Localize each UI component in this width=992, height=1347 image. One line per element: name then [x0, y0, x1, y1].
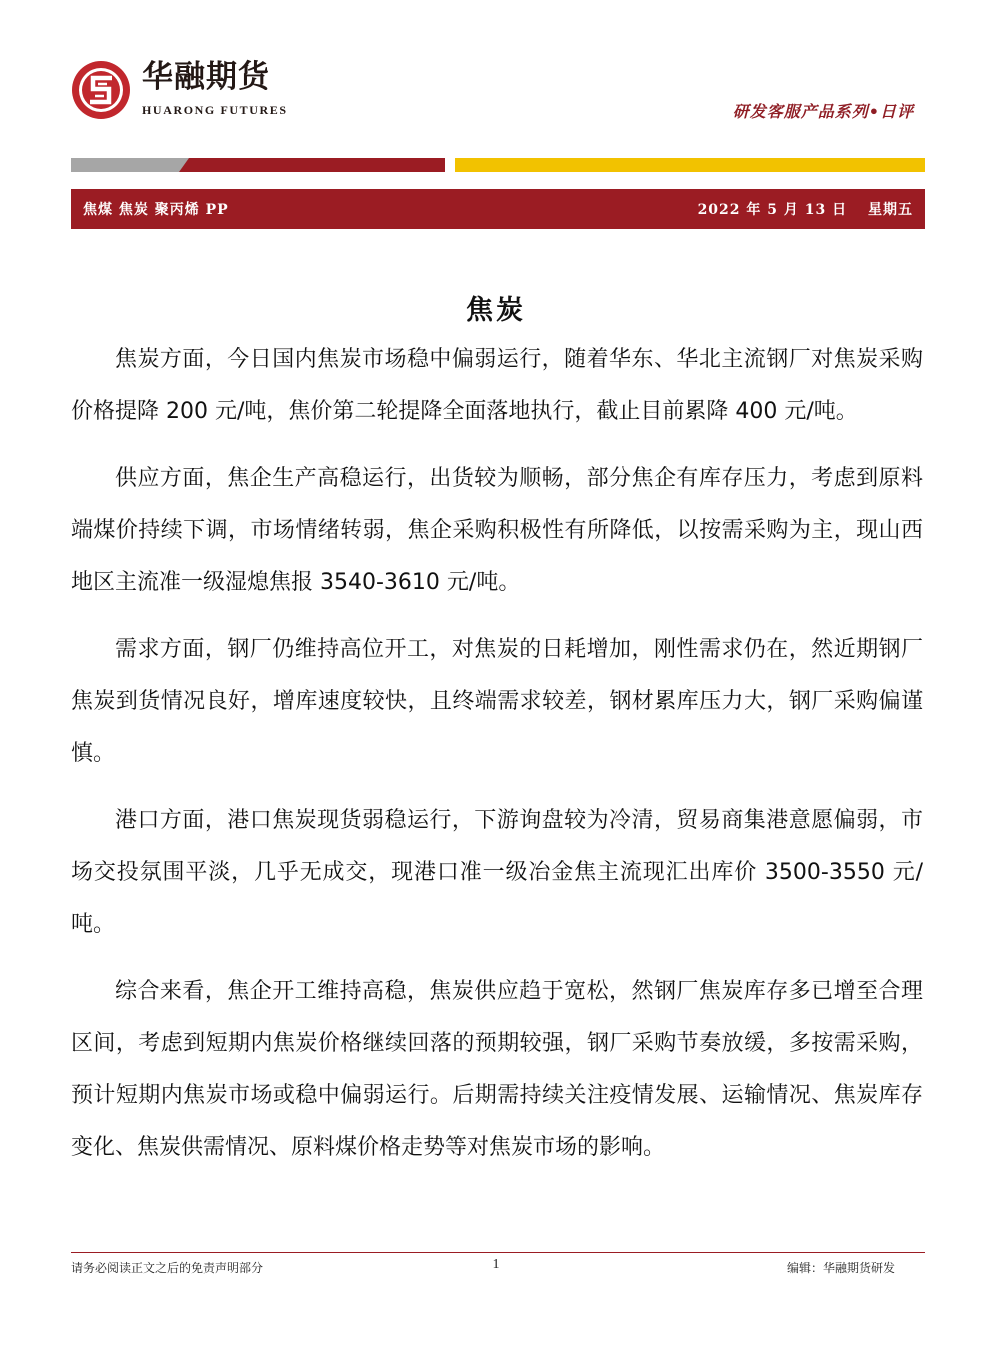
footer-editor: 编辑：华融期货研发 [786, 1261, 895, 1275]
paragraph-demand: 需求方面，钢厂仍维持高位开工，对焦炭的日耗增加，刚性需求仍在，然近期钢厂焦炭到货情况良好，增库速度较快，且终端需求较差，钢材累库压力大，钢厂采购偏谨慎。 [71, 637, 923, 766]
footer-disclaimer: 请务必阅读正文之后的免责声明部分 [71, 1261, 264, 1275]
paragraph-outlook: 综合来看，焦企开工维持高稳，焦炭供应趋于宽松，然钢厂焦炭库存多已增至合理区间，考虑到短期内焦炭价格继续回落的预期较强，钢厂采购节奏放缓，多按需采购，预计短期内焦炭市场或稳中偏弱运行。后期需持续关注疫情发展、运输情况、焦炭库存变化、焦炭供需情况、原料煤价格走势等对焦炭市场的影响。 [71, 979, 923, 1160]
article-body [71, 334, 923, 1189]
company-logo-icon [71, 60, 131, 120]
company-name-cn: 华融期货 [142, 59, 270, 95]
report-series: 研发客服产品系列•日评 [732, 102, 914, 121]
footer-divider [71, 1252, 925, 1253]
paragraph-supply: 供应方面，焦企生产高稳运行，出货较为顺畅，部分焦企有库存压力，考虑到原料端煤价持续下调，市场情绪转弱，焦企采购积极性有所降低，以按需采购为主，现山西地区主流准一级湿熄焦报 3540-3610 元/吨。 [71, 466, 923, 595]
paragraph-port: 港口方面，港口焦炭现货弱稳运行，下游询盘较为冷清，贸易商集港意愿偏弱，市场交投氛围平淡，几乎无成交，现港口准一级冶金焦主流现汇出库价 3500-3550 元/吨。 [71, 808, 923, 937]
banner-date: 2022 年 5 月 13 日 星期五 [697, 202, 913, 218]
product-date-banner [71, 189, 925, 229]
header-stripes [71, 158, 925, 172]
paragraph-summary: 焦炭方面，今日国内焦炭市场稳中偏弱运行，随着华东、华北主流钢厂对焦炭采购价格提降 200 元/吨，焦价第二轮提降全面落地执行，截止目前累降 400 元/吨。 [71, 347, 923, 424]
article-title: 焦炭 [466, 295, 526, 326]
page-number: 1 [492, 1257, 500, 1272]
company-name-en: HUARONG FUTURES [142, 103, 288, 117]
banner-products: 焦煤 焦炭 聚丙烯 PP [83, 202, 229, 218]
